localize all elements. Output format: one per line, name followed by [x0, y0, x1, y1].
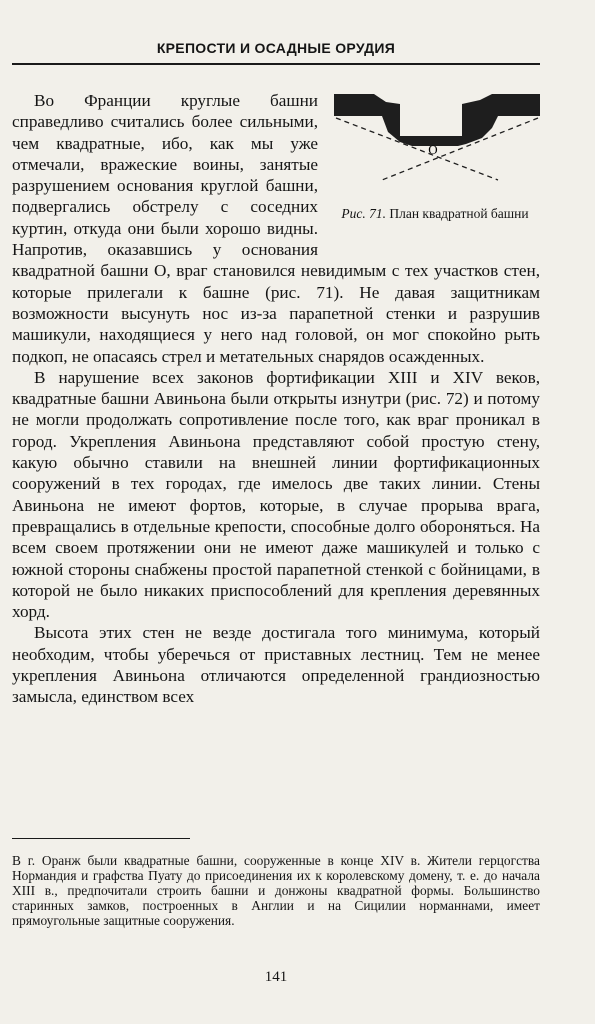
caption-text: План квадратной башни: [389, 206, 529, 221]
paragraph-2: В нарушение всех законов фортификации XIII и XIV веков, квадратные башни Авиньона были открыты изнутри (рис. 72) и потому не могли продолжать сопротивление после того, как враг проникал в город. Укрепления Авиньона представляют собой простую стену, какую обычно ставили на внешней линии фортификационных сооружений в тех городах, где имелось две таких линии. Стены Авиньона не имеют фортов, которые, в случае прорыва врага, превращались в отдельные крепости, способные долго обороняться. На всем своем протяжении они не имеют даже машикулей и только с южной стороны снабжены простой парапетной стенкой с бойницами, в которой не было никаких приспособлений для крепления деревянных хорд.: [12, 367, 540, 622]
paragraph-3: Высота этих стен не везде достигала того минимума, который необходим, чтобы уберечься от приставных лестниц. Тем не менее укрепления Авиньона отличаются определенной грандиозностью замысла, единством всех: [12, 623, 540, 707]
footnote-rule: [12, 838, 190, 839]
figure-float-spacer: [318, 90, 540, 260]
footnote: В г. Оранж были квадратные башни, сооруженные в конце XIV в. Жители герцогства Нормандия и графства Пуату до присоединения их к королевскому домену, т. е. до начала XIII в., предпочитали строить башни и донжоны квадратной формы. Большинство старинных замков, построенных в Англии и на Сицилии норманнами, имеет прямоугольные защитные сооружения.: [12, 853, 540, 928]
body-text: [12, 90, 540, 708]
running-header: КРЕПОСТИ И ОСАДНЫЕ ОРУДИЯ: [156, 40, 396, 56]
figure-point-label: O: [428, 142, 438, 157]
caption-number: Рис. 71.: [341, 206, 386, 221]
page-number: 141: [264, 969, 288, 985]
paragraph-1: Во Франции круглые башни справедливо считались более сильными, чем квадратные, ибо, как мы уже отмечали, вражеские воины, занятые разрушением основания круглой башни, подвергались обстрелу с соседних куртин, откуда они были хорошо видны. Напротив, оказавшись у основания квадратной башни O, враг становился невидимым с тех участков стен, которые прилегали к башне (рис. 71). Не давая защитникам возможности высунуть нос из-за парапетной стенки и разрушив машикули, находящиеся у него над головой, он мог спокойно рыть подкоп, не опасаясь стрел и метательных снарядов осажденных.: [12, 91, 540, 366]
header-rule: [12, 63, 540, 65]
